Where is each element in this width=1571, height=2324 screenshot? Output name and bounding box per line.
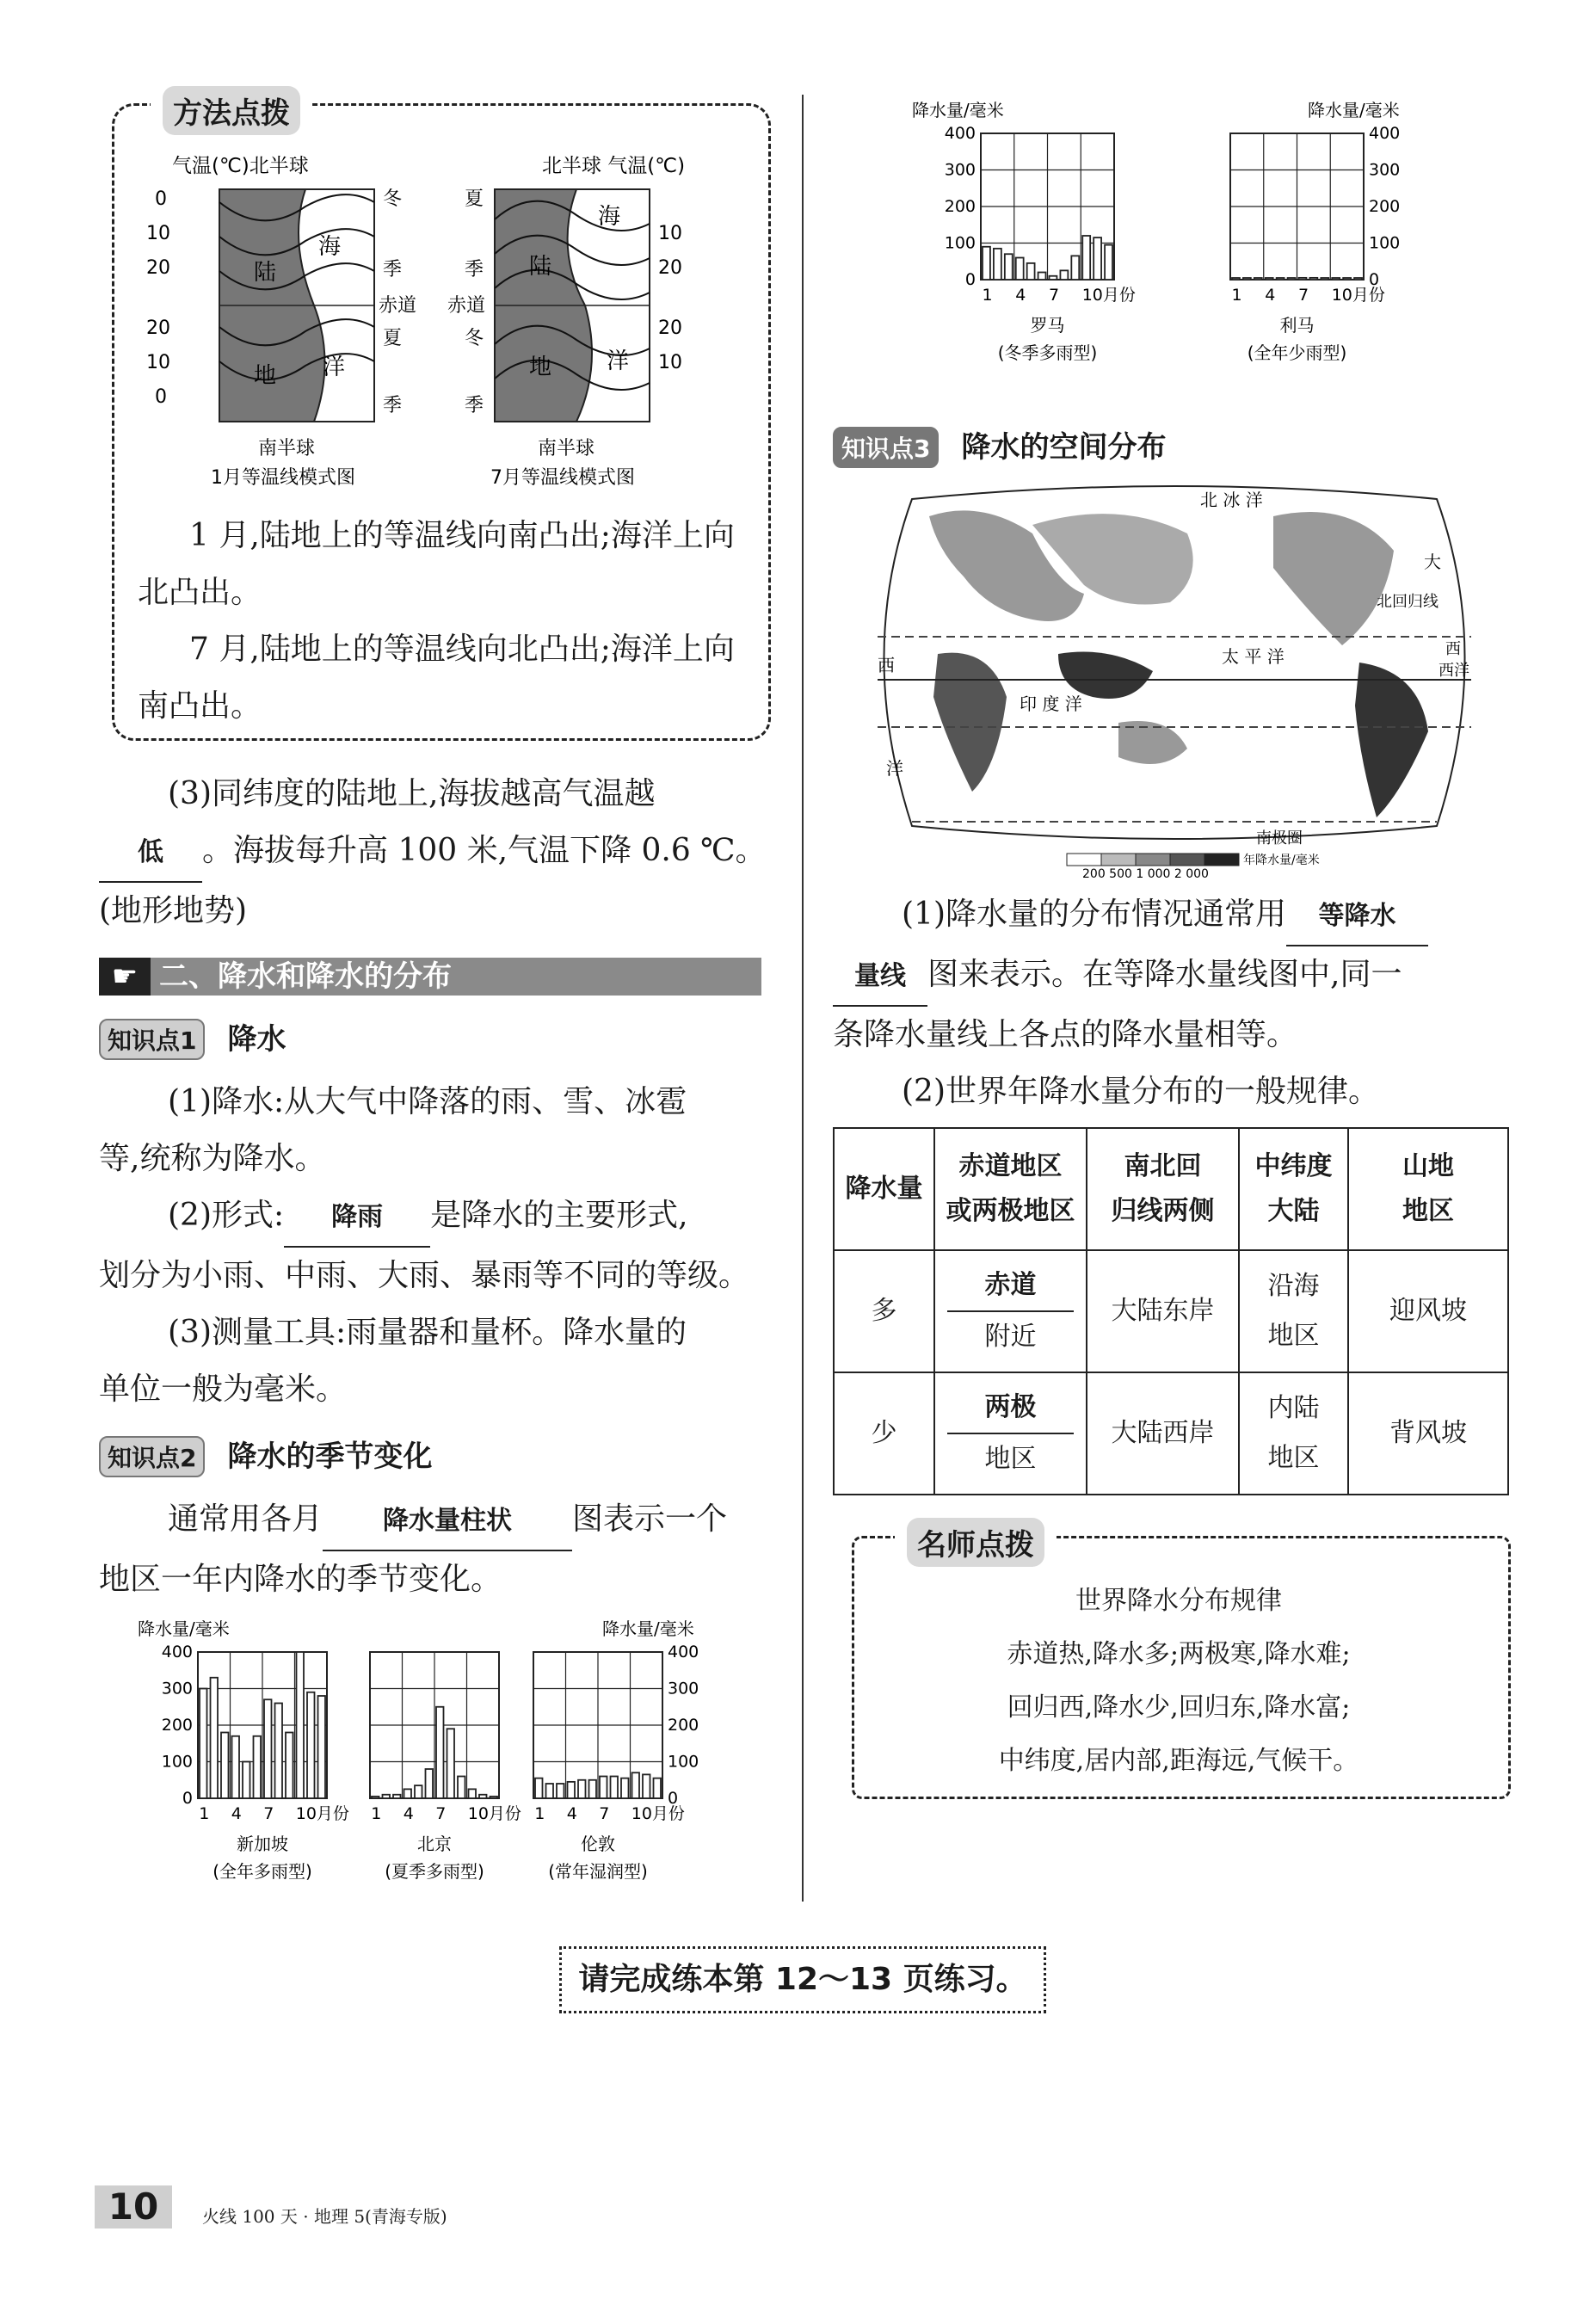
tick-label: 200	[944, 197, 976, 216]
map-label-indian: 印 度 洋	[1020, 694, 1082, 714]
bar-11	[643, 1774, 650, 1798]
svg-text:洋: 洋	[607, 348, 630, 374]
svg-text:20: 20	[658, 317, 682, 339]
month-label: 10月份	[631, 1804, 685, 1823]
bar-3	[221, 1733, 229, 1799]
month-label: 4	[403, 1804, 414, 1823]
bar-5	[1277, 278, 1285, 280]
bar-3	[557, 1784, 564, 1798]
svg-text:大: 大	[1424, 552, 1441, 572]
bar-11	[1343, 278, 1351, 280]
jan-sea: 海	[318, 234, 342, 260]
page-number: 10	[95, 2185, 172, 2228]
teacher-tip-text: 世界降水分布规律 赤道热,降水多;两极寒,降水难; 回归西,降水少,回归东,降水富; 中纬度,居内部,距海远,气候干。	[998, 1586, 1359, 1776]
chart-title: 伦敦	[581, 1834, 615, 1854]
section-precipitation-header: ☛ 二、降水和降水的分布	[99, 958, 761, 996]
jul-top-label: 北半球 气温(℃)	[542, 155, 686, 177]
svg-text:季: 季	[465, 259, 484, 280]
kp3-heading: 知识点3 降水的空间分布	[833, 423, 1166, 468]
svg-text:季: 季	[383, 395, 403, 416]
kp2-fill: 降水量柱状	[323, 1493, 572, 1551]
bar-1	[372, 1797, 379, 1798]
tick-label: 0	[668, 1789, 679, 1808]
month-label: 1	[534, 1804, 545, 1823]
table-row: 多 赤道 附近 大陆东岸 沿海 地区 迎风坡	[834, 1250, 1508, 1372]
tick-label: 0	[182, 1789, 193, 1808]
svg-text:季: 季	[383, 259, 403, 280]
bar-chart-新加坡	[162, 1643, 349, 1882]
svg-text:0: 0	[155, 386, 167, 408]
bar-2	[1243, 278, 1251, 280]
map-label-antarctic: 南极圈	[1256, 829, 1303, 848]
tick-label: 200	[668, 1716, 699, 1735]
tick-label: 0	[1369, 270, 1380, 289]
method-text: 1 月,陆地上的等温线向南凸出;海洋上向 北凸出。 7 月,陆地上的等温线向北凸出;海洋上向 南凸出。	[138, 518, 735, 724]
bar-7	[264, 1699, 272, 1798]
column-divider	[802, 95, 804, 1902]
svg-text:20: 20	[146, 317, 170, 339]
svg-text:西: 西	[878, 655, 895, 675]
svg-text:10: 10	[658, 223, 682, 244]
bar-10	[469, 1789, 477, 1798]
pointing-hand-icon: ☛	[99, 958, 151, 996]
month-label: 10月份	[1081, 286, 1136, 305]
tick-label: 300	[1369, 160, 1401, 180]
bar-4	[1266, 278, 1273, 280]
jul-caption: 7月等温线模式图	[490, 467, 635, 489]
bar-12	[654, 1778, 662, 1798]
month-label: 4	[1265, 286, 1276, 305]
table-row: 少 两极 地区 大陆西岸 内陆 地区 背风坡	[834, 1372, 1508, 1495]
month-label: 7	[1297, 286, 1309, 305]
bar-10	[632, 1772, 640, 1798]
month-label: 1	[982, 286, 993, 305]
isotherm-diagram	[120, 146, 757, 490]
bar-1	[983, 247, 990, 280]
bar-10	[297, 1652, 305, 1798]
svg-text:南半球: 南半球	[258, 438, 316, 459]
month-label: 4	[231, 1804, 242, 1823]
month-label: 7	[599, 1804, 610, 1823]
table-header-row: 降水量 赤道地区 或两极地区 南北回 归线两侧 中纬度 大陆 山地 地区	[834, 1128, 1508, 1250]
month-label: 1	[371, 1804, 382, 1823]
month-label: 7	[1048, 286, 1060, 305]
chart-title: 利马	[1279, 315, 1315, 336]
svg-text:洋: 洋	[323, 354, 346, 380]
rainfall-charts-left	[138, 1618, 740, 1910]
world-precipitation-map	[860, 482, 1488, 878]
svg-text:夏: 夏	[465, 188, 484, 210]
bar-11	[1094, 237, 1101, 280]
svg-text:地: 地	[254, 363, 277, 389]
tick-label: 200	[1369, 197, 1401, 216]
ylabel: 降水量/毫米	[912, 100, 1004, 120]
bar-2	[546, 1784, 554, 1798]
footer-text: 火线 100 天 · 地理 5(青海专版)	[202, 2206, 447, 2227]
kp1-heading: 知识点1 降水	[99, 1015, 286, 1060]
tick-label: 300	[944, 160, 976, 180]
chart-subtitle: (夏季多雨型)	[385, 1861, 484, 1882]
svg-text:西: 西	[1445, 640, 1461, 658]
jan-top-label: 气温(℃)北半球	[172, 155, 309, 177]
svg-text:海: 海	[598, 204, 621, 230]
chart-title: 北京	[417, 1834, 452, 1854]
jan-temp-ticks	[146, 188, 170, 408]
bar-4	[404, 1789, 412, 1798]
month-label: 4	[566, 1804, 577, 1823]
ylabel: 降水量/毫米	[138, 1618, 230, 1639]
svg-text:20: 20	[146, 257, 170, 279]
bar-6	[589, 1780, 597, 1798]
bar-3	[1254, 278, 1262, 280]
svg-text:赤道: 赤道	[379, 295, 417, 317]
altitude-fill: 低	[99, 824, 202, 883]
tick-label: 400	[161, 1643, 193, 1661]
bar-7	[600, 1777, 607, 1799]
bar-6	[1288, 278, 1296, 280]
tick-label: 100	[161, 1752, 193, 1772]
month-label: 10月份	[1331, 286, 1385, 305]
method-box-title: 方法点拨	[151, 86, 312, 135]
bar-4	[1016, 258, 1024, 280]
tick-label: 300	[161, 1679, 193, 1698]
month-label: 7	[263, 1804, 274, 1823]
bar-9	[1071, 256, 1079, 280]
ylabel: 降水量/毫米	[602, 1618, 694, 1639]
bar-8	[611, 1777, 619, 1799]
tick-label: 200	[161, 1716, 193, 1735]
month-label: 4	[1015, 286, 1026, 305]
svg-text:赤道: 赤道	[447, 295, 486, 317]
bar-chart-罗马	[945, 124, 1136, 363]
bar-8	[1309, 278, 1317, 280]
bar-1	[200, 1689, 207, 1799]
bar-8	[447, 1729, 455, 1798]
tick-label: 100	[1369, 233, 1401, 253]
bar-5	[243, 1762, 250, 1799]
jan-land-label: 陆	[254, 260, 277, 286]
map-label-tropic: 北回归线	[1377, 593, 1439, 611]
svg-text:0: 0	[155, 188, 167, 210]
kp2-heading: 知识点2 降水的季节变化	[99, 1433, 432, 1477]
rainfall-charts-right	[912, 99, 1445, 400]
jan-caption: 1月等温线模式图	[211, 467, 355, 489]
svg-text:冬: 冬	[383, 188, 403, 210]
bar-chart-利马	[1230, 124, 1400, 363]
teacher-tip-title: 名师点拨	[895, 1518, 1057, 1567]
bar-10	[1082, 236, 1090, 280]
svg-text:地: 地	[529, 354, 552, 380]
bar-2	[994, 249, 1001, 280]
bar-2	[383, 1795, 391, 1798]
bar-5	[415, 1785, 422, 1798]
chart-title: 新加坡	[237, 1834, 288, 1854]
chart-subtitle: (全年多雨型)	[213, 1861, 312, 1882]
tick-label: 0	[964, 270, 976, 289]
svg-text:年降水量/毫米: 年降水量/毫米	[1243, 854, 1320, 867]
bar-5	[578, 1780, 586, 1798]
bar-6	[254, 1736, 262, 1798]
tick-label: 100	[668, 1752, 699, 1772]
bar-12	[1354, 278, 1362, 280]
kp3-text: (1)降水量的分布情况通常用 等降水 量线 图来表示。在等降水量线图中,同一 条降水量线上各点的降水量相等。 (2)世界年降水量分布的一般规律。	[833, 886, 1512, 1120]
map-label-arctic: 北 冰 洋	[1200, 490, 1263, 510]
bar-9	[1321, 278, 1328, 280]
bar-11	[307, 1692, 315, 1798]
exercise-reminder: 请完成练本第 12～13 页练习。	[559, 1946, 1046, 2013]
bar-4	[232, 1736, 240, 1798]
bar-chart-北京	[370, 1652, 521, 1882]
svg-text:10: 10	[146, 352, 170, 373]
svg-text:洋: 洋	[886, 758, 903, 779]
bar-9	[458, 1777, 465, 1799]
bar-8	[275, 1704, 283, 1799]
bar-7	[1050, 276, 1057, 280]
bar-chart-伦敦	[533, 1643, 699, 1882]
bar-11	[479, 1795, 487, 1798]
kp1-text: (1)降水:从大气中降落的雨、雪、冰雹 等,统称为降水。 (2)形式: 降雨 是降水的主要形式, 划分为小雨、中雨、大雨、暴雨等不同的等级。 (3)测量工具:雨量器和量杯。降水量的 单位一般为毫米。	[99, 1084, 750, 1407]
tick-label: 400	[668, 1643, 699, 1661]
chart-subtitle: (全年少雨型)	[1247, 342, 1347, 363]
bar-12	[490, 1797, 498, 1798]
month-label: 1	[199, 1804, 210, 1823]
bar-4	[568, 1782, 576, 1798]
month-label: 1	[1231, 286, 1242, 305]
bar-6	[1038, 273, 1046, 280]
svg-text:10: 10	[146, 223, 170, 244]
chart-title: 罗马	[1030, 315, 1065, 336]
svg-text:西洋: 西洋	[1439, 662, 1469, 680]
map-legend	[1067, 853, 1320, 878]
svg-text:南半球: 南半球	[538, 438, 595, 459]
svg-text:季: 季	[465, 395, 484, 416]
kp2-text: 通常用各月 降水量柱状 图表示一个 地区一年内降水的季节变化。	[99, 1491, 779, 1608]
bar-5	[1027, 263, 1035, 280]
svg-text:20: 20	[658, 257, 682, 279]
svg-text:200 500 1 000 2 000: 200 500 1 000 2 000	[1082, 867, 1209, 878]
map-label-pacific: 太 平 洋	[1222, 646, 1285, 667]
bar-6	[426, 1769, 434, 1798]
bar-7	[436, 1707, 444, 1798]
bar-1	[1232, 278, 1240, 280]
ylabel: 降水量/毫米	[1308, 100, 1400, 120]
precipitation-table	[833, 1127, 1509, 1495]
bar-10	[1332, 278, 1340, 280]
svg-text:10: 10	[658, 352, 682, 373]
month-label: 10月份	[467, 1804, 521, 1823]
tick-label: 400	[1369, 124, 1401, 143]
bar-12	[1105, 245, 1112, 280]
bar-7	[1299, 278, 1307, 280]
kp3-fill-1: 等降水	[1286, 888, 1428, 946]
chart-subtitle: (冬季多雨型)	[997, 342, 1098, 363]
bar-2	[211, 1678, 219, 1798]
kp3-fill-2: 量线	[833, 948, 927, 1007]
bar-3	[393, 1795, 401, 1798]
bar-1	[535, 1778, 543, 1798]
altitude-paragraph: (3)同纬度的陆地上,海拔越高气温越 低 。海拔每升高 100 米,气温下降 0.6 ℃。 (地形地势)	[99, 776, 767, 928]
month-label: 10月份	[295, 1804, 349, 1823]
tick-label: 300	[668, 1679, 699, 1698]
bar-9	[286, 1733, 293, 1799]
tick-label: 100	[944, 233, 976, 253]
svg-text:冬: 冬	[465, 328, 484, 349]
month-label: 7	[435, 1804, 447, 1823]
chart-subtitle: (常年湿润型)	[548, 1861, 648, 1882]
bar-8	[1060, 270, 1068, 280]
kp1-fill: 降雨	[284, 1189, 430, 1248]
bar-12	[318, 1696, 326, 1798]
bar-3	[1005, 254, 1013, 280]
svg-text:夏: 夏	[383, 328, 403, 349]
tick-label: 400	[944, 124, 976, 143]
svg-text:陆: 陆	[529, 254, 552, 280]
bar-9	[621, 1778, 629, 1798]
